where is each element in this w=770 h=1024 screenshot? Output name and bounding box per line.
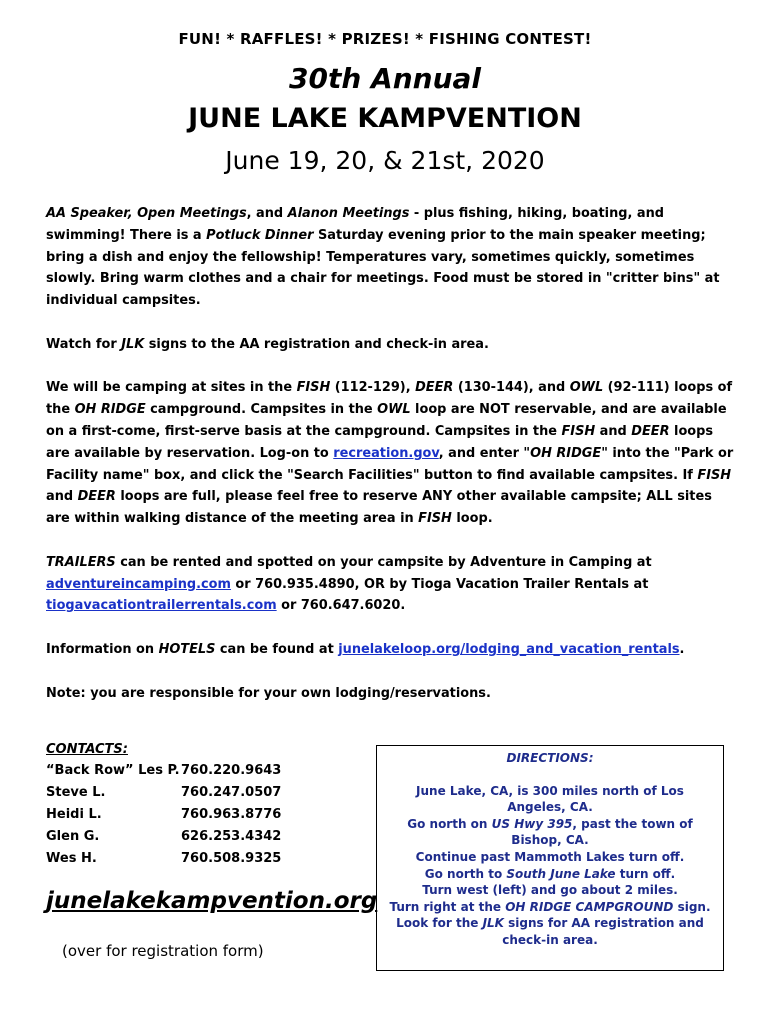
contact-name: Wes H. (46, 851, 97, 866)
text-run: OWL (569, 380, 604, 396)
text-run: loop. (451, 511, 493, 527)
contact-name: Steve L. (46, 785, 106, 800)
contact-row (46, 826, 346, 848)
text-run: Look for the (396, 916, 483, 931)
text-run: (112-129), (330, 380, 416, 396)
text-run: Go north on (407, 816, 492, 831)
text-run: OH RIDGE (74, 402, 146, 418)
directions-box (376, 745, 724, 971)
text-run: HOTELS (158, 641, 216, 657)
contact-name: Heidi L. (46, 807, 102, 822)
contact-phone: 760.508.9325 (181, 851, 282, 866)
recreation-gov-link[interactable]: recreation.gov (333, 445, 439, 461)
text-run: We will be camping at sites in the (46, 380, 297, 396)
text-run: loop are NOT reservable, and are available on a first-come, first-serve basis at the campground. Campsites in the (46, 402, 727, 439)
text-run: TRAILERS (46, 554, 116, 570)
text-run: JLK (482, 916, 504, 931)
text-run: , past the town of Bishop, CA. (511, 816, 693, 848)
contact-phone: 760.247.0507 (181, 785, 282, 800)
directions-line (385, 899, 715, 916)
directions-line: June Lake, CA, is 300 miles north of Los Angeles, CA. (416, 783, 684, 815)
tagline: FUN! * RAFFLES! * PRIZES! * FISHING CONTEST! (178, 30, 592, 48)
text-run: DEER (631, 423, 670, 439)
text-run: campground. Campsites in the (145, 402, 378, 418)
text-run: FISH (561, 423, 596, 439)
text-run: FISH (296, 380, 331, 396)
text-run: Information on (46, 641, 159, 657)
directions-line (385, 866, 715, 883)
hotels-paragraph (46, 639, 736, 661)
text-run: Turn right at the (389, 899, 506, 914)
contacts-title: CONTACTS: (46, 742, 128, 757)
website-link[interactable]: junelakekampvention.org (46, 888, 378, 914)
flyer-body (46, 203, 736, 726)
text-run: " into the "Park or Facility name" box, and click the "Search Facilities" button to find available campsites. If (46, 445, 734, 483)
text-run: signs for AA registration and check-in area. (502, 916, 704, 947)
text-run: signs to the AA registration and check-in area. (144, 336, 489, 352)
contacts-section (46, 740, 346, 870)
text-run: JLK (121, 336, 145, 352)
text-run: or 760.935.4890, OR by Tioga Vacation Trailer Rentals at (230, 576, 649, 592)
text-run: Alanon Meetings (287, 206, 410, 221)
text-run: turn off. (615, 866, 676, 881)
text-run: OH RIDGE (530, 445, 602, 461)
text-run: , and (246, 206, 288, 221)
anniversary-title: 30th Annual (289, 62, 481, 95)
tioga-trailer-rentals-link[interactable]: tiogavacationtrailerrentals.com (46, 598, 277, 614)
text-run: loops are full, please feel free to reserve ANY other available campsite; ALL sites are within walking distance of the meeting area in (46, 489, 712, 527)
text-run: Go north to (424, 866, 507, 881)
text-run: (92-111) loops of the (46, 380, 733, 418)
text-run: sign. (673, 899, 711, 914)
contact-name: Glen G. (46, 829, 100, 844)
text-run: and (595, 423, 632, 439)
event-dates: June 19, 20, & 21st, 2020 (225, 146, 545, 175)
text-run: DEER (77, 489, 116, 505)
contact-row (46, 760, 346, 782)
text-run: US Hwy 395 (491, 816, 573, 831)
text-run: Note: you are responsible for your own lodging/reservations. (46, 685, 491, 701)
contact-row (46, 804, 346, 826)
event-name: JUNE LAKE KAMPVENTION (188, 103, 582, 134)
text-run: . (679, 641, 685, 657)
contact-row (46, 782, 346, 804)
june-lake-loop-lodging-link[interactable]: junelakeloop.org/lodging_and_vacation_rentals (338, 641, 680, 657)
text-run: loops are available by reservation. Log-on to (46, 423, 714, 461)
contact-name: “Back Row” Les P. (46, 763, 180, 778)
contact-phone: 760.963.8776 (181, 807, 282, 822)
text-run: can be found at (215, 641, 339, 657)
directions-line (385, 915, 715, 948)
lodging-note (46, 683, 736, 705)
contact-row (46, 848, 346, 870)
contact-phone: 626.253.4342 (181, 829, 282, 844)
directions-line (385, 816, 715, 849)
text-run: Watch for (46, 336, 122, 352)
adventure-in-camping-link[interactable]: adventureincamping.com (46, 576, 231, 592)
flyer-header (0, 30, 770, 175)
text-run: - plus fishing, hiking, boating, and swimming! There is a (46, 206, 664, 243)
text-run: FISH (697, 467, 732, 483)
text-run: DEER (415, 380, 454, 396)
text-run: , and enter " (438, 445, 531, 461)
directions-line: Turn west (left) and go about 2 miles. (422, 883, 678, 898)
text-run: South June Lake (506, 866, 616, 881)
trailers-paragraph (46, 552, 736, 617)
text-run: AA Speaker, Open Meetings (46, 206, 247, 221)
directions-line: Continue past Mammoth Lakes turn off. (415, 849, 685, 864)
text-run: and (46, 489, 78, 505)
text-run: can be rented and spotted on your campsite by Adventure in Camping at (115, 554, 652, 570)
text-run: Saturday evening prior to the main speaker meeting; bring a dish and enjoy the fellowship! Temperatures vary, sometimes quickly, sometimes slowly. Bring warm clothes and a chair for meetings. Food must be stored in "critter bins" at individual campsites. (46, 227, 720, 309)
signs-paragraph (46, 334, 736, 356)
text-run: FISH (418, 511, 452, 527)
contact-phone: 760.220.9643 (181, 763, 282, 778)
intro-paragraph (46, 203, 736, 312)
camping-paragraph (46, 377, 736, 530)
text-run: or 760.647.6020. (276, 598, 406, 614)
text-run: OWL (377, 402, 411, 418)
over-note: (over for registration form) (62, 942, 264, 960)
text-run: (130-144), and (453, 380, 570, 396)
directions-title: DIRECTIONS: (506, 751, 594, 765)
text-run: Potluck Dinner (206, 227, 314, 243)
text-run: OH RIDGE CAMPGROUND (505, 899, 674, 914)
